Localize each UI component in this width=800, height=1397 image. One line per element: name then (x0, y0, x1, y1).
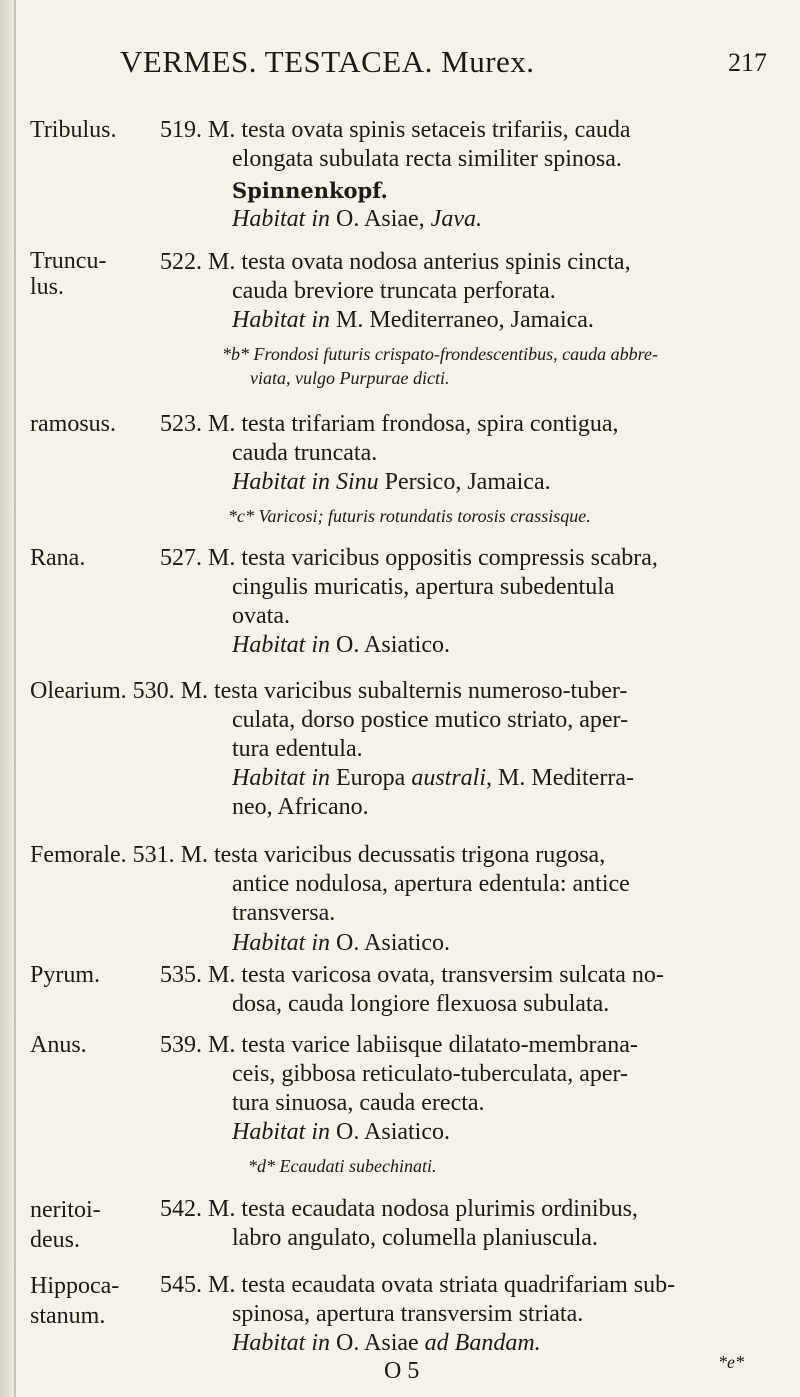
habitat-label: Habitat in (232, 632, 331, 658)
entry-number-line (160, 116, 631, 145)
habitat-label: Habitat in (232, 206, 331, 232)
habitat-label: Habitat in (232, 1330, 331, 1356)
entry-number-line (30, 677, 627, 706)
running-header (0, 44, 800, 84)
vernacular-name: Spinnenkopf. (232, 178, 388, 203)
habitat-label: Habitat in Sinu (232, 469, 379, 495)
habitat-text: O. Asiae (336, 1330, 419, 1356)
description-line: M. testa trifariam frondosa, spira contigua, (208, 411, 619, 437)
description-line: antice nodulosa, apertura edentula: antice (232, 871, 630, 897)
habitat-label: Habitat in (232, 307, 331, 333)
species-name (30, 1195, 101, 1255)
entry-number: 519. (160, 117, 202, 143)
habitat-line (232, 764, 634, 793)
habitat-text: O. Asiatico. (336, 930, 451, 956)
section-note: viata, vulgo Purpurae dicti. (250, 368, 450, 388)
section-note: *d* Ecaudati subechinati. (248, 1156, 437, 1176)
species-name (30, 1271, 119, 1331)
species-name-part: Hippoca- (30, 1273, 120, 1299)
description-line: M. testa ecaudata ovata striata quadrifariam sub- (208, 1272, 676, 1298)
section-note: *b* Frondosi futuris crispato-frondescentibus, cauda abbre- (222, 344, 658, 364)
habitat-place: australi, (411, 765, 493, 791)
entry-number: 542. (160, 1196, 202, 1222)
section-note: *c* Varicosi; futuris rotundatis torosis crassisque. (228, 506, 591, 526)
habitat-text: O. Asiatico. (336, 1119, 451, 1145)
entry-number: 523. (160, 411, 202, 437)
habitat-text: Persico, Jamaica. (384, 469, 551, 495)
habitat-line (232, 631, 450, 660)
entry-number-line (160, 248, 631, 277)
habitat-text: M. Mediterra- (498, 765, 634, 791)
species-name: ramosus. (30, 411, 116, 437)
description-line: cauda truncata. (232, 440, 378, 466)
entry-number: 531. (132, 842, 175, 868)
catchword: *e* (718, 1352, 744, 1372)
entry-number-line (160, 544, 658, 573)
description-line: M. testa ovata nodosa anterius spinis cincta, (208, 249, 631, 275)
description-line: cingulis muricatis, apertura subedentula (232, 574, 615, 600)
habitat-line (232, 1329, 541, 1358)
habitat-text: O. Asiatico. (336, 632, 451, 658)
entry-number-line (30, 841, 605, 870)
description-line: M. testa varicosa ovata, transversim sulcata no- (208, 962, 664, 988)
signature-mark: O 5 (384, 1358, 420, 1384)
habitat-text: Europa (336, 765, 406, 791)
species-name-part: Truncu- (30, 248, 107, 274)
entry-number-line (160, 1195, 638, 1224)
species-name: Olearium. (30, 678, 127, 704)
description-line: spinosa, apertura transversim striata. (232, 1301, 584, 1327)
description-line: transversa. (232, 900, 336, 926)
entry-number-line (160, 961, 664, 990)
species-name: Tribulus. (30, 117, 117, 143)
species-name: Anus. (30, 1032, 87, 1058)
habitat-place: Java. (430, 206, 482, 232)
description-line: ovata. (232, 603, 290, 629)
running-title: VERMES. TESTACEA. Murex. (120, 44, 535, 79)
description-line: M. testa varicibus subalternis numeroso-tuber- (180, 678, 628, 704)
species-name (30, 248, 106, 300)
habitat-label: Habitat in (232, 765, 331, 791)
description-line: dosa, cauda longiore flexuosa subulata. (232, 991, 610, 1017)
habitat-label: Habitat in (232, 930, 331, 956)
description-line: tura edentula. (232, 736, 363, 762)
species-name-part: deus. (30, 1227, 80, 1253)
description-line: ceis, gibbosa reticulato-tuberculata, aper- (232, 1061, 628, 1087)
habitat-label: Habitat in (232, 1119, 331, 1145)
species-name: Pyrum. (30, 962, 101, 988)
entry-number: 522. (160, 249, 202, 275)
description-line: cauda breviore truncata perforata. (232, 278, 556, 304)
description-line: M. testa varice labiisque dilatato-membrana- (208, 1032, 638, 1058)
page-gutter (0, 0, 14, 1397)
entry-number: 545. (160, 1272, 202, 1298)
habitat-line (232, 929, 450, 958)
description-line: M. testa varicibus decussatis trigona rugosa, (180, 842, 606, 868)
description-line: M. testa varicibus oppositis compressis scabra, (208, 545, 658, 571)
entry-number: 535. (160, 962, 202, 988)
description-line: elongata subulata recta similiter spinosa. (232, 146, 622, 172)
entry-number-line (160, 1031, 638, 1060)
page-number: 217 (728, 48, 767, 77)
habitat-line (232, 468, 551, 497)
species-name-part: lus. (30, 274, 65, 300)
habitat-line (232, 205, 482, 234)
entry-number-line (160, 1271, 675, 1300)
entry-number: 527. (160, 545, 202, 571)
species-name: Femorale. (30, 842, 127, 868)
entry-number-line (160, 410, 619, 439)
description-line: M. testa ecaudata nodosa plurimis ordinibus, (208, 1196, 638, 1222)
habitat-line (232, 1118, 450, 1147)
entry-number: 539. (160, 1032, 202, 1058)
description-line: tura sinuosa, cauda erecta. (232, 1090, 485, 1116)
description-line: culata, dorso postice mutico striato, aper- (232, 707, 629, 733)
habitat-text: M. Mediterraneo, Jamaica. (336, 307, 594, 333)
habitat-line: neo, Africano. (232, 794, 369, 820)
species-name-part: neritoi- (30, 1197, 101, 1223)
entry-number: 530. (132, 678, 175, 704)
habitat-place: ad Bandam. (424, 1330, 541, 1356)
gutter-edge (14, 0, 16, 1397)
description-line: M. testa ovata spinis setaceis trifariis, cauda (208, 117, 631, 143)
habitat-line (232, 306, 594, 335)
description-line: labro angulato, columella planiuscula. (232, 1225, 598, 1251)
species-name: Rana. (30, 545, 86, 571)
habitat-text: O. Asiae, (336, 206, 425, 232)
species-name-part: stanum. (30, 1303, 106, 1329)
